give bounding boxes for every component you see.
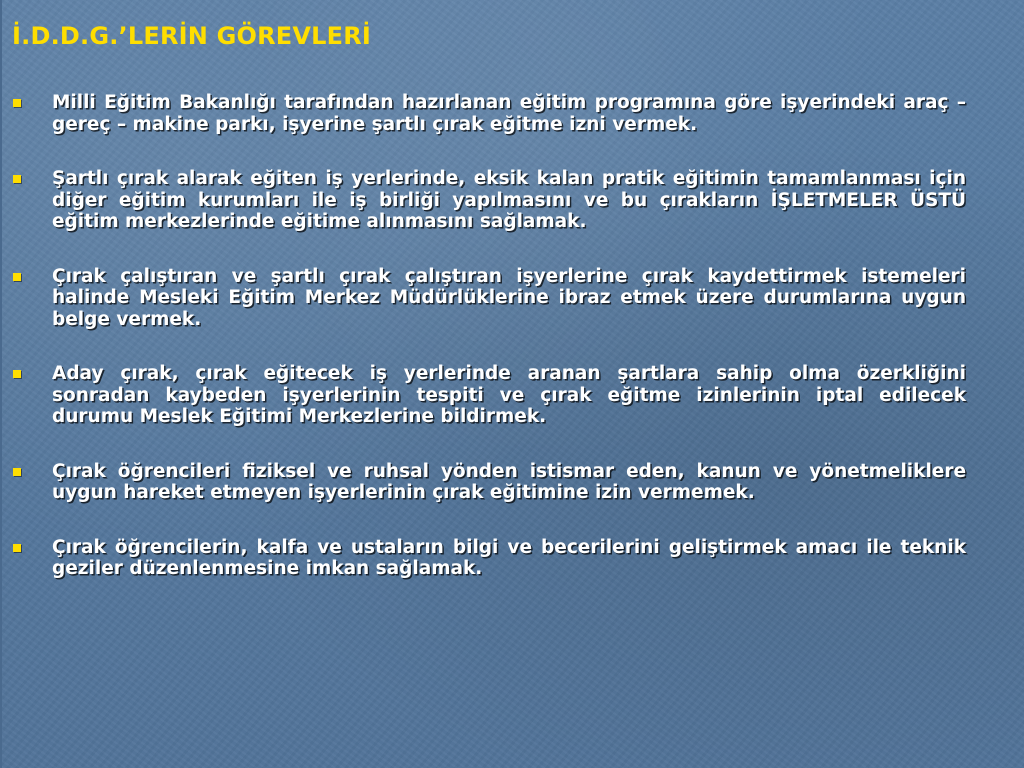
bullet-text: Çırak öğrencileri fiziksel ve ruhsal yönden istismar eden, kanun ve yönetmeliklere uygun hareket etmeyen işyerlerinin çırak eğitimine izin vermemek. bbox=[52, 460, 966, 503]
square-bullet-icon bbox=[13, 175, 21, 183]
list-item bbox=[12, 461, 966, 504]
list-item bbox=[12, 92, 966, 135]
square-bullet-icon bbox=[13, 468, 21, 476]
list-item bbox=[12, 168, 966, 233]
bullet-text: Çırak çalıştıran ve şartlı çırak çalıştıran işyerlerine çırak kaydettirmek istemeleri halinde Mesleki Eğitim Merkez Müdürlüklerine ibraz etmek üzere durumlarına uygun belge vermek. bbox=[52, 265, 966, 330]
bullet-text: Milli Eğitim Bakanlığı tarafından hazırlanan eğitim programına göre işyerindeki araç – gereç – makine parkı, işyerine şartlı çırak eğitme izni vermek. bbox=[52, 92, 966, 135]
square-bullet-icon bbox=[13, 273, 21, 281]
bullet-text: Aday çırak, çırak eğitecek iş yerlerinde aranan şartlara sahip olma özerkliğini sonradan kaybeden işyerlerinin tespiti ve çırak eğitme izinlerinin iptal edilecek durumu Meslek Eğitimi Merkezlerine bildirmek. bbox=[52, 363, 966, 427]
bullet-text: Şartlı çırak alarak eğiten iş yerlerinde, eksik kalan pratik eğitimin tamamlanması için diğer eğitim kurumları ile iş birliği yapılmasını ve bu çırakların İŞLETMELER ÜSTÜ eğitim merkezlerinde eğitime alınmasını sağlamak. bbox=[52, 168, 966, 232]
list-item bbox=[12, 266, 966, 331]
bullet-list bbox=[12, 92, 966, 613]
slide-title: İ.D.D.G.’LERİN GÖREVLERİ bbox=[12, 22, 372, 50]
square-bullet-icon bbox=[13, 544, 21, 552]
list-item bbox=[12, 537, 966, 580]
bullet-text: Çırak öğrencilerin, kalfa ve ustaların bilgi ve becerilerini geliştirmek amacı ile teknik geziler düzenlenmesine imkan sağlamak. bbox=[52, 536, 966, 579]
square-bullet-icon bbox=[13, 370, 21, 378]
square-bullet-icon bbox=[13, 99, 21, 107]
list-item bbox=[12, 363, 966, 428]
